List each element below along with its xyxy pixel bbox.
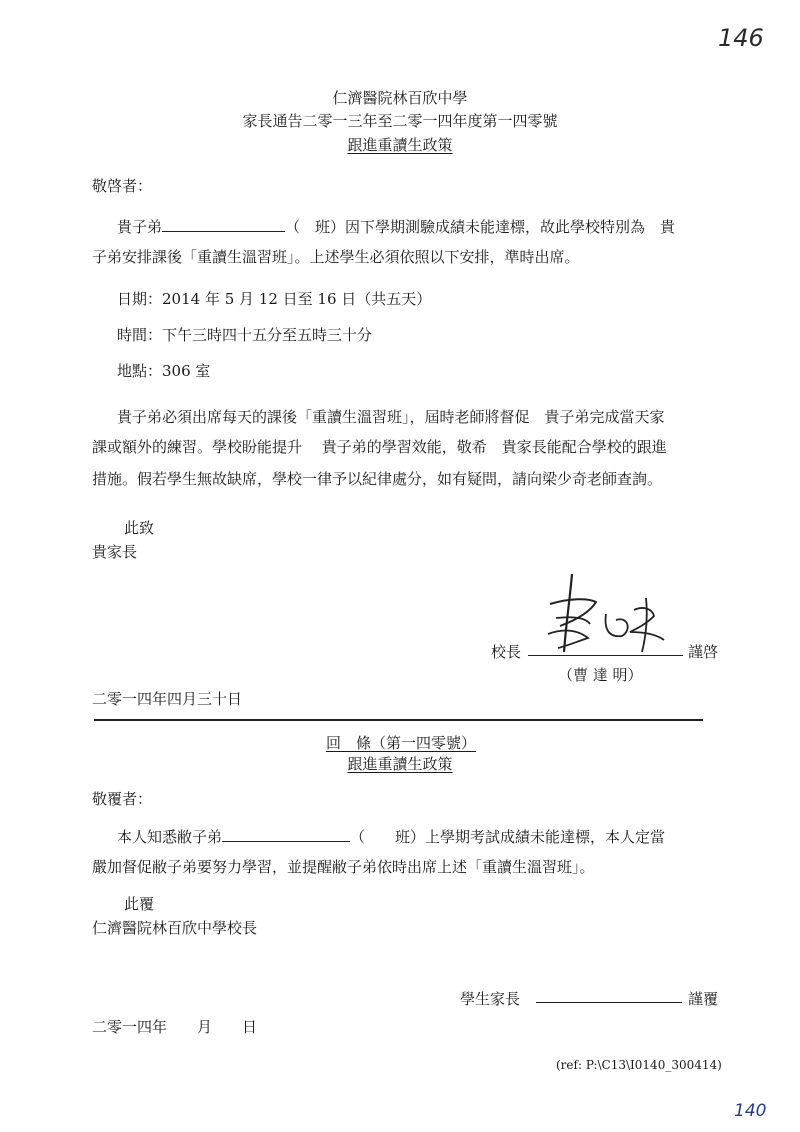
signature-suffix: 謹啓 bbox=[688, 643, 719, 661]
tear-off-divider bbox=[94, 719, 703, 721]
reply-line1-start: 本人知悉敝子弟 bbox=[117, 828, 223, 846]
parent-label: 學生家長 bbox=[460, 990, 521, 1008]
reply-date-line: 二零一四年 月 日 bbox=[92, 1018, 258, 1036]
reply-cifu: 此覆 bbox=[124, 895, 155, 913]
reference-code: (ref: P:\C13\I0140_300414) bbox=[556, 1058, 722, 1072]
reply-line2: 嚴加督促敝子弟要努力學習，並提醒敝子弟依時出席上述「重讀生溫習班」。 bbox=[92, 858, 595, 876]
school-name: 仁濟醫院林百欣中學 bbox=[332, 89, 468, 107]
salutation: 敬啓者： bbox=[92, 177, 153, 195]
para2-line3: 措施。假若學生無故缺席，學校一律予以紀律處分，如有疑問，請向梁少奇老師查詢。 bbox=[92, 470, 663, 488]
para1-line1 bbox=[117, 216, 675, 237]
schedule-date: 日期：2014 年 5 月 12 日至 16 日（共五天） bbox=[117, 290, 432, 308]
para1-line1-end: （ 班）因下學期測驗成績未能達標，故此學校特別為 貴 bbox=[285, 218, 676, 236]
issue-date: 二零一四年四月三十日 bbox=[92, 690, 243, 708]
reply-addressee: 仁濟醫院林百欣中學校長 bbox=[92, 919, 258, 937]
signature-line bbox=[528, 655, 683, 656]
reply-line1 bbox=[117, 826, 665, 847]
page-number-bottom: 140 bbox=[734, 1101, 767, 1121]
reply-title-text: 回 條（第一四零號） bbox=[326, 734, 477, 752]
reply-line1-end: （ 班）上學期考試成績未能達標，本人定當 bbox=[350, 828, 666, 846]
page-number-top: 146 bbox=[718, 24, 764, 52]
reply-salutation: 敬覆者： bbox=[92, 790, 153, 808]
principal-name: （曹 達 明） bbox=[558, 666, 643, 684]
reply-name-blank bbox=[222, 827, 350, 842]
parent-signature-line bbox=[536, 1002, 682, 1003]
para2-line1: 貴子弟必須出席每天的課後「重讀生溫習班」，屆時老師將督促 貴子弟完成當天家 bbox=[117, 408, 665, 426]
closing-cizhi: 此致 bbox=[124, 519, 155, 537]
closing-addressee: 貴家長 bbox=[92, 543, 138, 561]
notice-subject bbox=[0, 134, 800, 155]
para1-line2: 子弟安排課後「重讀生溫習班」。上述學生必須依照以下安排，準時出席。 bbox=[92, 248, 580, 266]
principal-title: 校長 bbox=[491, 643, 522, 661]
reply-subject-text: 跟進重讀生政策 bbox=[347, 755, 453, 773]
schedule-time: 時間：下午三時四十五分至五時三十分 bbox=[117, 326, 373, 344]
schedule-place: 地點：306 室 bbox=[117, 362, 211, 380]
reply-title bbox=[326, 732, 476, 753]
para1-line1-start: 貴子弟 bbox=[117, 218, 163, 236]
parent-suffix: 謹覆 bbox=[688, 990, 719, 1008]
notice-number: 家長通告二零一三年至二零一四年度第一四零號 bbox=[242, 112, 558, 130]
principal-signature-image bbox=[530, 568, 680, 656]
notice-subject-text: 跟進重讀生政策 bbox=[347, 136, 453, 154]
student-name-blank bbox=[162, 217, 285, 232]
reply-subject bbox=[0, 753, 800, 774]
para2-line2: 課或額外的練習。學校盼能提升 貴子弟的學習效能，敬希 貴家長能配合學校的跟進 bbox=[92, 438, 667, 456]
